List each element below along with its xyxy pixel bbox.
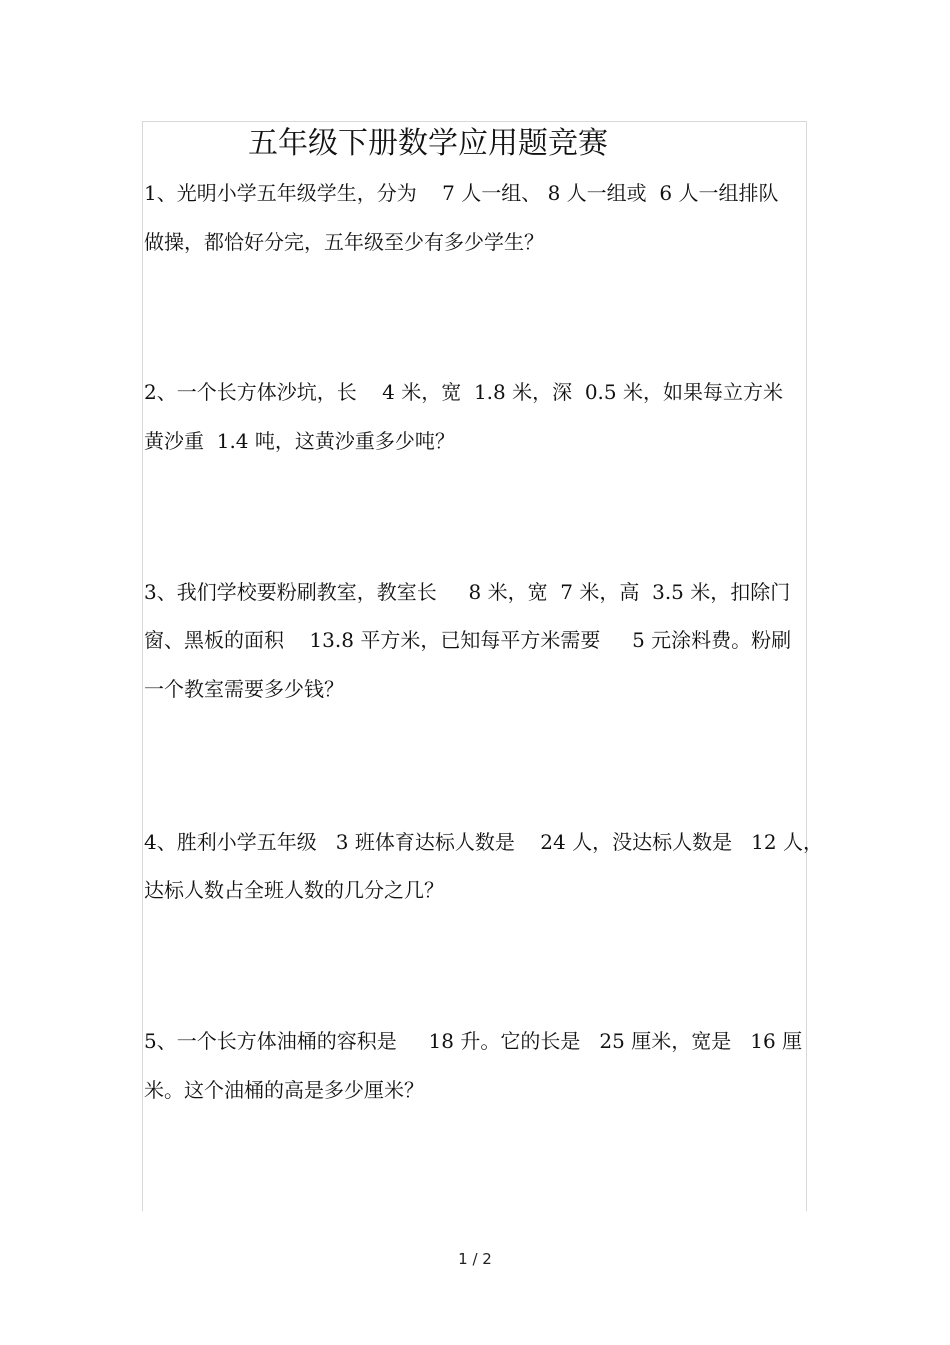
question-line: 做操，都恰好分完，五年级至少有多少学生？ — [144, 230, 544, 254]
question-line: 2、一个长方体沙坑，长 4 米，宽 1.8 米，深 0.5 米，如果每立方米 — [144, 380, 783, 404]
document-title: 五年级下册数学应用题竞赛 — [248, 126, 608, 161]
question-line: 窗、黑板的面积 13.8 平方米，已知每平方米需要 5 元涂料费。粉刷 — [144, 628, 792, 652]
question-line: 黄沙重 1.4 吨，这黄沙重多少吨？ — [144, 429, 455, 453]
question-line: 3、我们学校要粉刷教室，教室长 8 米，宽 7 米，高 3.5 米，扣除门 — [144, 580, 791, 604]
question-line: 达标人数占全班人数的几分之几？ — [144, 878, 444, 902]
question-line: 一个教室需要多少钱？ — [144, 677, 344, 701]
question-line: 1、光明小学五年级学生，分为 7 人一组、 8 人一组或 6 人一组排队 — [144, 181, 779, 205]
question-line: 5、一个长方体油桶的容积是 18 升。它的长是 25 厘米，宽是 16 厘 — [144, 1029, 803, 1053]
page-number: 1 / 2 — [458, 1250, 492, 1268]
question-line: 米。这个油桶的高是多少厘米？ — [144, 1078, 424, 1102]
question-line: 4、胜利小学五年级 3 班体育达标人数是 24 人，没达标人数是 12 人， — [144, 830, 823, 854]
